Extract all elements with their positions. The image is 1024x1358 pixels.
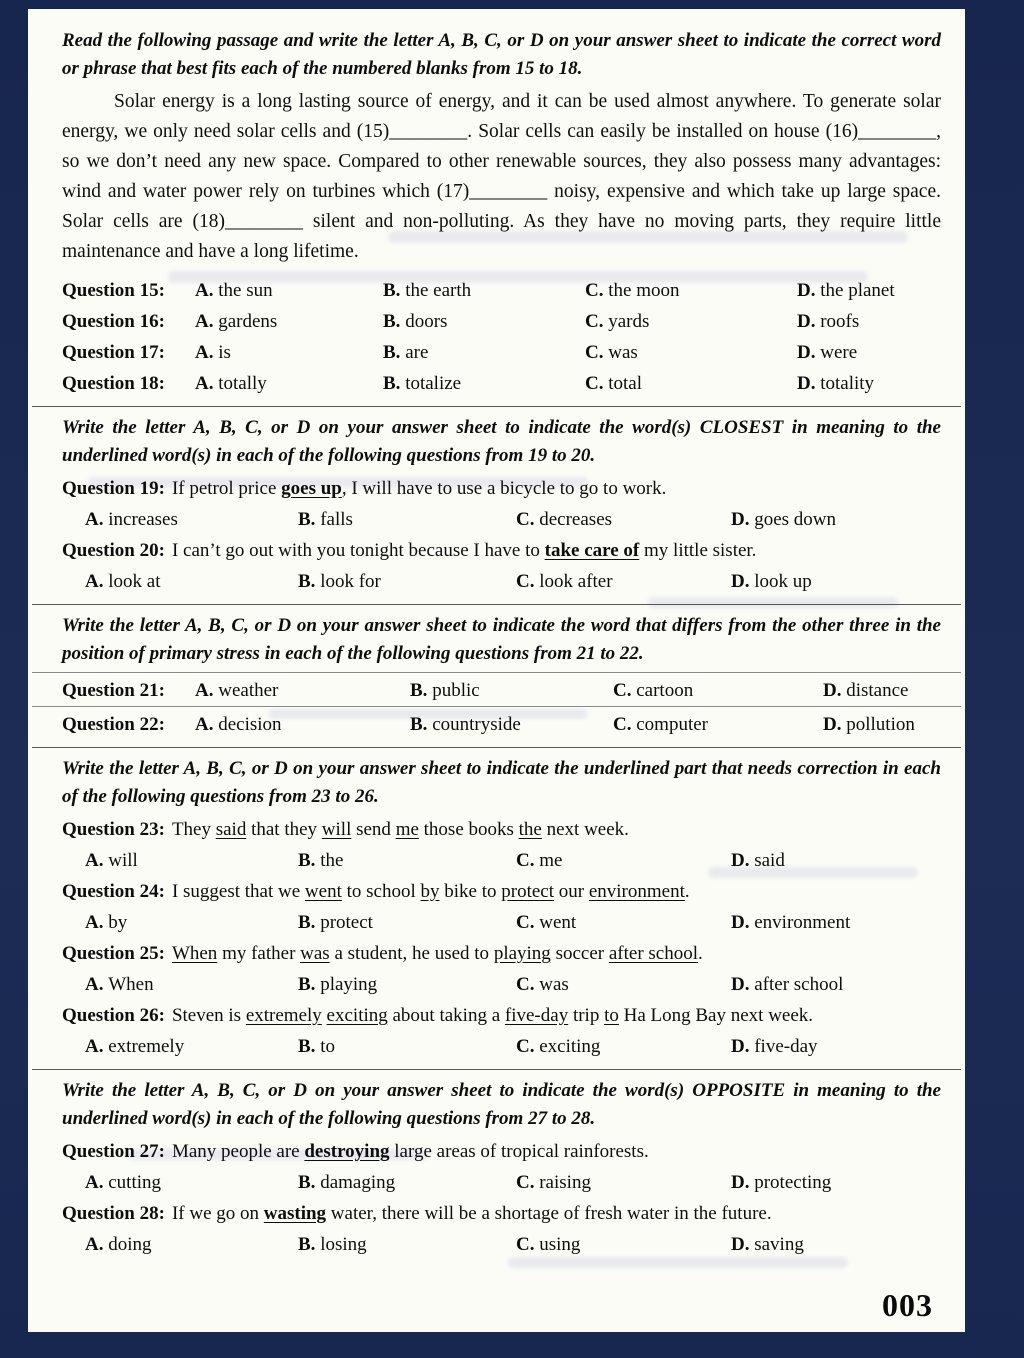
answer-options-row xyxy=(62,1229,941,1260)
answer-option xyxy=(85,845,298,876)
question-label: Question 15: xyxy=(62,280,165,301)
option-text: after school xyxy=(749,974,844,995)
option-text: pollution xyxy=(841,714,915,735)
option-text: the earth xyxy=(400,280,472,301)
option-letter: C. xyxy=(613,680,632,701)
text-segment: I can’t go out with you tonight because I have to xyxy=(171,540,545,561)
option-text: the xyxy=(315,850,344,871)
answer-option xyxy=(383,337,585,368)
answer-options-row xyxy=(62,504,941,535)
text-segment: send xyxy=(351,819,396,840)
option-text: cartoon xyxy=(631,680,694,701)
answer-option xyxy=(516,1229,731,1260)
text-segment: that they xyxy=(246,819,322,840)
question-block xyxy=(62,939,941,1000)
answer-option xyxy=(195,675,410,706)
option-text: cutting xyxy=(103,1172,162,1193)
text-segment: Many people are xyxy=(171,1141,305,1162)
option-letter: D. xyxy=(797,280,816,301)
answer-option xyxy=(613,709,823,740)
underlined-word: to xyxy=(604,1005,619,1026)
underlined-word: after school xyxy=(608,943,698,964)
answer-option xyxy=(823,675,941,706)
answer-option xyxy=(797,306,941,337)
question-label: Question 21: xyxy=(62,680,165,701)
underlined-word: will xyxy=(321,819,352,840)
option-letter: D. xyxy=(731,974,750,995)
option-letter: A. xyxy=(195,680,214,701)
option-letter: B. xyxy=(298,509,316,530)
underlined-word: take care of xyxy=(544,540,640,561)
option-letter: C. xyxy=(585,311,604,332)
underlined-word: extremely xyxy=(245,1005,322,1026)
option-text: look for xyxy=(315,571,381,592)
answer-option xyxy=(85,907,298,938)
option-letter: C. xyxy=(516,1036,535,1057)
answer-option xyxy=(585,337,797,368)
question-label: Question 17: xyxy=(62,342,165,363)
underlined-word: said xyxy=(215,819,247,840)
option-text: losing xyxy=(315,1234,367,1255)
text-segment: to school xyxy=(341,881,421,902)
text-segment: my father xyxy=(217,943,301,964)
text-segment: If we go on xyxy=(171,1203,264,1224)
option-letter: D. xyxy=(797,311,816,332)
question-block xyxy=(62,474,941,535)
text-segment: Steven is xyxy=(171,1005,246,1026)
option-text: falls xyxy=(315,509,353,530)
answer-option xyxy=(797,275,941,306)
answer-option xyxy=(298,1167,516,1198)
question-sentence xyxy=(62,1199,941,1229)
question-block xyxy=(62,815,941,876)
option-text: public xyxy=(427,680,480,701)
answer-option xyxy=(613,675,823,706)
answer-option xyxy=(516,845,731,876)
answer-option xyxy=(298,1229,516,1260)
option-text: protect xyxy=(315,912,373,933)
answer-option xyxy=(731,1031,941,1062)
answer-option xyxy=(731,504,941,535)
answer-options-row xyxy=(62,845,941,876)
option-letter: B. xyxy=(383,280,401,301)
exam-page xyxy=(28,9,965,1332)
text-segment: my little sister. xyxy=(639,540,757,561)
answer-option xyxy=(731,845,941,876)
question-text xyxy=(172,881,690,902)
question-label: Question 25: xyxy=(62,943,165,964)
option-letter: C. xyxy=(585,373,604,394)
underlined-word: by xyxy=(420,881,440,902)
option-letter: D. xyxy=(797,342,816,363)
option-letter: C. xyxy=(516,509,535,530)
text-segment: . xyxy=(684,881,690,902)
answer-option xyxy=(85,1229,298,1260)
option-text: using xyxy=(534,1234,581,1255)
option-text: total xyxy=(603,373,643,394)
option-letter: D. xyxy=(731,1036,750,1057)
answer-options-row xyxy=(62,1167,941,1198)
answer-option xyxy=(731,907,941,938)
underlined-word: protect xyxy=(501,881,555,902)
option-letter: B. xyxy=(410,680,428,701)
option-letter: D. xyxy=(823,680,842,701)
text-segment: Ha Long Bay next week. xyxy=(618,1005,814,1026)
question-row xyxy=(32,672,961,706)
answer-option xyxy=(298,969,516,1000)
question-sentence xyxy=(62,1001,941,1031)
text-segment: soccer xyxy=(550,943,609,964)
question-text xyxy=(172,819,629,840)
option-text: exciting xyxy=(534,1036,601,1057)
underlined-word: the xyxy=(518,819,542,840)
answer-option xyxy=(731,969,941,1000)
answer-option xyxy=(85,1031,298,1062)
option-letter: A. xyxy=(85,850,104,871)
underlined-word: goes up xyxy=(281,478,342,499)
question-sentence xyxy=(62,939,941,969)
option-letter: D. xyxy=(731,1172,750,1193)
option-letter: A. xyxy=(85,1172,104,1193)
answer-option xyxy=(85,969,298,1000)
question-row xyxy=(62,368,941,399)
question-label: Question 16: xyxy=(62,311,165,332)
option-letter: B. xyxy=(410,714,428,735)
answer-option xyxy=(383,275,585,306)
answer-option xyxy=(516,566,731,597)
underlined-word: exciting xyxy=(326,1005,388,1026)
option-letter: B. xyxy=(383,342,401,363)
answer-option xyxy=(85,504,298,535)
text-segment: about taking a xyxy=(387,1005,505,1026)
option-text: totally xyxy=(213,373,267,394)
answer-option xyxy=(516,969,731,1000)
answer-options-row xyxy=(62,969,941,1000)
option-letter: C. xyxy=(516,571,535,592)
option-text: raising xyxy=(534,1172,591,1193)
option-text: look up xyxy=(749,571,812,592)
text-segment: bike to xyxy=(439,881,502,902)
option-letter: A. xyxy=(195,311,214,332)
answer-option xyxy=(585,275,797,306)
option-letter: A. xyxy=(85,912,104,933)
underlined-word: playing xyxy=(493,943,551,964)
option-letter: C. xyxy=(516,974,535,995)
option-letter: A. xyxy=(85,571,104,592)
page-number: 003 xyxy=(882,1287,933,1323)
option-text: was xyxy=(534,974,569,995)
option-letter: D. xyxy=(731,850,750,871)
option-text: to xyxy=(315,1036,335,1057)
option-letter: D. xyxy=(797,373,816,394)
question-text xyxy=(172,478,666,499)
option-letter: B. xyxy=(298,912,316,933)
option-text: me xyxy=(534,850,563,871)
question-sentence xyxy=(62,877,941,907)
question-label: Question 20: xyxy=(62,540,165,561)
option-text: decreases xyxy=(534,509,613,530)
option-text: computer xyxy=(631,714,708,735)
underlined-word: destroying xyxy=(304,1141,390,1162)
option-letter: C. xyxy=(516,850,535,871)
text-segment: large areas of tropical rainforests. xyxy=(389,1141,649,1162)
answer-option xyxy=(195,709,410,740)
answer-option xyxy=(298,504,516,535)
text-segment: a student, he used to xyxy=(329,943,494,964)
option-letter: C. xyxy=(516,912,535,933)
answer-option xyxy=(195,368,383,399)
answer-option xyxy=(195,275,383,306)
option-letter: A. xyxy=(85,974,104,995)
option-text: look at xyxy=(103,571,161,592)
option-letter: C. xyxy=(585,342,604,363)
question-block xyxy=(62,1199,941,1260)
option-text: protecting xyxy=(749,1172,832,1193)
underlined-word: five-day xyxy=(504,1005,569,1026)
text-segment: If petrol price xyxy=(171,478,282,499)
question-block xyxy=(62,536,941,597)
answer-option xyxy=(823,709,941,740)
answer-option xyxy=(516,907,731,938)
answer-option xyxy=(298,907,516,938)
option-text: are xyxy=(400,342,429,363)
section-instruction: Write the letter A, B, C, or D on your answer sheet to indicate the word(s) OPPOSITE in meaning to the underlined word(s) in each of the following questions from 27 to 28. xyxy=(32,1069,961,1133)
text-segment: They xyxy=(171,819,216,840)
exam-content xyxy=(28,9,965,1260)
question-label: Question 18: xyxy=(62,373,165,394)
option-text: doors xyxy=(400,311,448,332)
option-letter: C. xyxy=(516,1172,535,1193)
answer-option xyxy=(731,566,941,597)
text-segment: next week. xyxy=(541,819,629,840)
question-block xyxy=(62,877,941,938)
question-sentence xyxy=(62,474,941,504)
text-segment: water, there will be a shortage of fresh water in the future. xyxy=(326,1203,772,1224)
answer-option xyxy=(585,368,797,399)
answer-option xyxy=(383,368,585,399)
question-row xyxy=(62,275,941,306)
option-text: decision xyxy=(213,714,282,735)
option-text: gardens xyxy=(213,311,278,332)
answer-option xyxy=(516,1031,731,1062)
option-text: doing xyxy=(103,1234,152,1255)
answer-option xyxy=(516,504,731,535)
question-label: Question 28: xyxy=(62,1203,165,1224)
option-text: countryside xyxy=(427,714,521,735)
option-letter: A. xyxy=(195,280,214,301)
question-label: Question 23: xyxy=(62,819,165,840)
option-letter: B. xyxy=(298,1036,316,1057)
text-segment: , I will have to use a bicycle to go to work. xyxy=(341,478,667,499)
answer-option xyxy=(195,306,383,337)
answer-option xyxy=(410,709,613,740)
option-text: damaging xyxy=(315,1172,396,1193)
option-text: the sun xyxy=(213,280,273,301)
question-label: Question 19: xyxy=(62,478,165,499)
option-text: were xyxy=(815,342,858,363)
option-text: distance xyxy=(841,680,909,701)
option-letter: C. xyxy=(585,280,604,301)
answer-option xyxy=(298,566,516,597)
question-text xyxy=(172,943,703,964)
option-text: five-day xyxy=(749,1036,818,1057)
option-letter: B. xyxy=(298,571,316,592)
option-text: look after xyxy=(534,571,613,592)
answer-option xyxy=(797,337,941,368)
question-label: Question 22: xyxy=(62,714,165,735)
option-letter: B. xyxy=(298,1172,316,1193)
option-text: by xyxy=(103,912,128,933)
question-row xyxy=(62,337,941,368)
answer-option xyxy=(585,306,797,337)
section-instruction: Write the letter A, B, C, or D on your answer sheet to indicate the word that differs from the other three in the position of primary stress in each of the following questions from 21 to 22. xyxy=(32,604,961,668)
option-letter: A. xyxy=(195,342,214,363)
option-letter: D. xyxy=(731,571,750,592)
option-letter: D. xyxy=(731,912,750,933)
option-text: was xyxy=(603,342,638,363)
option-text: said xyxy=(749,850,785,871)
option-text: goes down xyxy=(749,509,837,530)
question-label: Question 27: xyxy=(62,1141,165,1162)
question-block xyxy=(62,1137,941,1198)
section-instruction: Read the following passage and write the letter A, B, C, or D on your answer sheet to indicate the correct word or phrase that best fits each of the numbered blanks from 15 to 18. xyxy=(62,30,941,79)
section-instruction: Write the letter A, B, C, or D on your answer sheet to indicate the underlined part that needs correction in each of the following questions from 23 to 26. xyxy=(32,747,961,811)
option-letter: A. xyxy=(195,714,214,735)
text-segment: those books xyxy=(418,819,519,840)
underlined-word: wasting xyxy=(263,1203,327,1224)
option-letter: B. xyxy=(298,974,316,995)
option-text: yards xyxy=(603,311,650,332)
option-text: roofs xyxy=(815,311,860,332)
question-sentence xyxy=(62,815,941,845)
option-letter: A. xyxy=(195,373,214,394)
answer-option xyxy=(298,1031,516,1062)
answer-option xyxy=(195,337,383,368)
question-text xyxy=(172,540,757,561)
answer-options-row xyxy=(62,1031,941,1062)
answer-option xyxy=(516,1167,731,1198)
underlined-word: environment xyxy=(588,881,685,902)
underlined-word: When xyxy=(171,943,218,964)
option-text: the planet xyxy=(815,280,895,301)
question-sentence xyxy=(62,1137,941,1167)
option-letter: D. xyxy=(731,1234,750,1255)
option-text: environment xyxy=(749,912,851,933)
text-segment: our xyxy=(554,881,589,902)
option-text: went xyxy=(534,912,577,933)
option-text: totality xyxy=(815,373,875,394)
question-row xyxy=(62,306,941,337)
option-text: playing xyxy=(315,974,378,995)
answer-option xyxy=(85,1167,298,1198)
question-sentence xyxy=(62,536,941,566)
option-letter: B. xyxy=(383,311,401,332)
option-letter: C. xyxy=(613,714,632,735)
option-text: weather xyxy=(213,680,279,701)
question-text xyxy=(172,1203,772,1224)
underlined-word: went xyxy=(304,881,342,902)
answer-options-row xyxy=(62,566,941,597)
question-label: Question 26: xyxy=(62,1005,165,1026)
answer-option xyxy=(797,368,941,399)
option-text: will xyxy=(103,850,138,871)
answer-options-row xyxy=(62,907,941,938)
text-segment: . xyxy=(698,943,703,964)
option-letter: D. xyxy=(731,509,750,530)
option-letter: A. xyxy=(85,1036,104,1057)
option-letter: A. xyxy=(85,509,104,530)
question-text xyxy=(172,1005,813,1026)
option-text: increases xyxy=(103,509,178,530)
question-block xyxy=(62,1001,941,1062)
option-text: totalize xyxy=(400,373,462,394)
answer-option xyxy=(410,675,613,706)
option-text: saving xyxy=(749,1234,804,1255)
text-segment: I suggest that we xyxy=(171,881,305,902)
answer-option xyxy=(298,845,516,876)
answer-option xyxy=(85,566,298,597)
option-text: When xyxy=(103,974,154,995)
option-letter: B. xyxy=(298,1234,316,1255)
option-text: the moon xyxy=(603,280,680,301)
question-row xyxy=(32,706,961,740)
answer-option xyxy=(731,1229,941,1260)
option-letter: D. xyxy=(823,714,842,735)
underlined-word: was xyxy=(300,943,330,964)
text-segment: trip xyxy=(568,1005,605,1026)
answer-option xyxy=(731,1167,941,1198)
answer-option xyxy=(383,306,585,337)
option-letter: C. xyxy=(516,1234,535,1255)
option-letter: A. xyxy=(85,1234,104,1255)
question-text xyxy=(172,1141,649,1162)
section-instruction: Write the letter A, B, C, or D on your answer sheet to indicate the word(s) CLOSEST in meaning to the underlined word(s) in each of the following questions from 19 to 20. xyxy=(32,406,961,470)
option-letter: B. xyxy=(383,373,401,394)
reading-passage: Solar energy is a long lasting source of energy, and it can be used almost anywhere. To generate solar energy, we only need solar cells and (15)________. Solar cells can easily be installed on house (16)________, so we don’t need any new space. Compared to other renewable sources, they also possess many advantages: wind and water power rely on turbines which (17)________ noisy, expensive and which take up large space. Solar cells are (18)________ silent and non-polluting. As they have no moving parts, they require little maintenance and have a long lifetime. xyxy=(62,91,941,262)
underlined-word: me xyxy=(395,819,419,840)
option-text: is xyxy=(213,342,231,363)
option-text: extremely xyxy=(103,1036,185,1057)
question-label: Question 24: xyxy=(62,881,165,902)
option-letter: B. xyxy=(298,850,316,871)
